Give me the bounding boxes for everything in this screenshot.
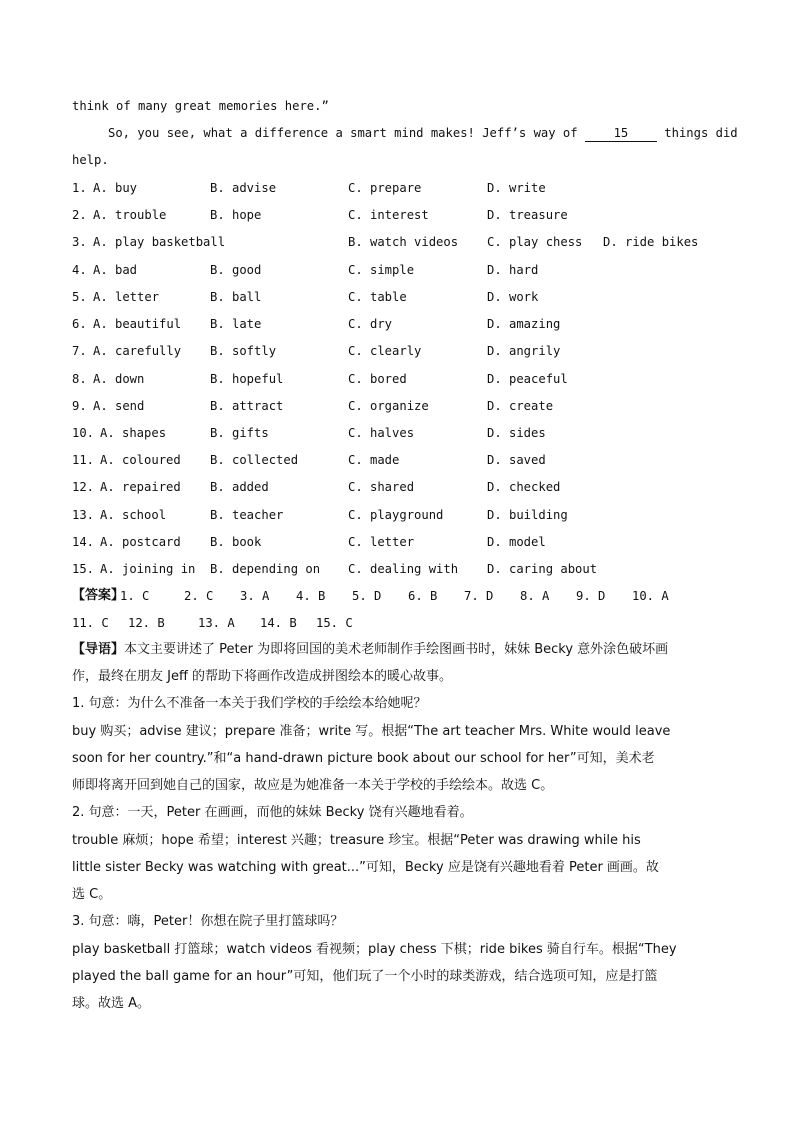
option-c: C. made	[348, 453, 400, 467]
option-d: D. building	[487, 508, 568, 522]
question-number: 10.	[72, 426, 95, 440]
option-b: B. attract	[210, 399, 284, 413]
option-b: B. ball	[210, 290, 262, 304]
answer-row	[72, 588, 669, 604]
option-d: D. saved	[487, 453, 546, 467]
option-d: D. angrily	[487, 344, 561, 358]
option-d: D. sides	[487, 426, 546, 440]
option-a: A. letter	[93, 290, 160, 304]
question-number: 6.	[72, 317, 87, 331]
option-c: C. organize	[348, 399, 429, 413]
explanation-line: buy 购买；advise 建议；prepare 准备；write 写。根据“The art teacher Mrs. White would leave	[72, 724, 671, 739]
question-number: 15.	[72, 562, 95, 576]
option-d: D. treasure	[487, 208, 568, 222]
question-number: 14.	[72, 535, 95, 549]
option-d: D. create	[487, 399, 554, 413]
answer-item: 7. D	[464, 589, 494, 603]
passage-line: help.	[72, 153, 109, 167]
option-b: B. hope	[210, 208, 262, 222]
explanation-title: 3. 句意：嗨，Peter！你想在院子里打篮球吗？	[72, 914, 344, 929]
option-a: A. shapes	[100, 426, 167, 440]
option-d: C. play chess	[487, 235, 583, 249]
option-d: D. hard	[487, 263, 539, 277]
answer-row	[72, 615, 353, 631]
answer-item: 3. A	[240, 589, 270, 603]
option-d: D. work	[487, 290, 539, 304]
option-d: D. peaceful	[487, 372, 568, 386]
answer-item: 10. A	[632, 589, 669, 603]
option-c: C. dealing with	[348, 562, 459, 576]
explanation-line: 选 C。	[72, 887, 112, 902]
option-c: B. watch videos	[348, 235, 459, 249]
answer-item: 13. A	[198, 616, 235, 630]
option-a: A. joining in	[100, 562, 196, 576]
question-number: 5.	[72, 290, 87, 304]
answer-item: 14. B	[260, 616, 297, 630]
explanation-title: 1. 句意：为什么不准备一本关于我们学校的手绘绘本给她呢？	[72, 696, 427, 711]
answer-item: 1. C	[120, 589, 150, 603]
option-a: A. postcard	[100, 535, 181, 549]
option-c: C. simple	[348, 263, 415, 277]
option-b: B. teacher	[210, 508, 284, 522]
answer-item: 8. A	[520, 589, 550, 603]
option-b: B. softly	[210, 344, 277, 358]
answer-item: 5. D	[352, 589, 382, 603]
guide-text: 本文主要讲述了 Peter 为即将回国的美术老师制作手绘图画书时，妹妹 Becky 意外涂色破坏画	[124, 642, 669, 657]
answer-item: 6. B	[408, 589, 438, 603]
guide-line: 作，最终在朋友 Jeff 的帮助下将画作改造成拼图绘本的暖心故事。	[72, 669, 453, 684]
option-c: C. shared	[348, 480, 415, 494]
answer-item: 9. D	[576, 589, 606, 603]
explanation-line: 球。故选 A。	[72, 996, 151, 1011]
question-number: 1.	[72, 181, 87, 195]
question-number: 11.	[72, 453, 95, 467]
answer-item: 12. B	[128, 616, 165, 630]
option-c: C. table	[348, 290, 407, 304]
answer-item: 4. B	[296, 589, 326, 603]
explanation-line: soon for her country.”和“a hand-drawn picture book about our school for her”可知，美术老	[72, 751, 655, 766]
option-e: D. ride bikes	[603, 235, 699, 249]
answer-item: 15. C	[316, 616, 353, 630]
option-a: A. trouble	[93, 208, 167, 222]
option-a: A. beautiful	[93, 317, 182, 331]
option-d: D. caring about	[487, 562, 598, 576]
option-b: B. late	[210, 317, 262, 331]
passage-line: think of many great memories here.”	[72, 99, 329, 113]
option-c: C. interest	[348, 208, 429, 222]
option-c: C. bored	[348, 372, 407, 386]
option-b: B. added	[210, 480, 269, 494]
option-a: A. send	[93, 399, 145, 413]
option-a: A. bad	[93, 263, 138, 277]
option-d: D. amazing	[487, 317, 561, 331]
option-d: D. model	[487, 535, 546, 549]
question-number: 9.	[72, 399, 87, 413]
option-b: B. gifts	[210, 426, 269, 440]
question-number: 3.	[72, 235, 87, 249]
answer-item: 11. C	[72, 616, 109, 630]
answer-item: 2. C	[184, 589, 214, 603]
question-number: 12.	[72, 480, 95, 494]
explanation-title: 2. 句意：一天，Peter 在画画，而他的妹妹 Becky 饶有兴趣地看着。	[72, 805, 473, 820]
option-d: D. write	[487, 181, 546, 195]
guide-label: 【导语】	[72, 642, 125, 657]
option-a: A. carefully	[93, 344, 182, 358]
option-a: A. buy	[93, 181, 138, 195]
question-number: 4.	[72, 263, 87, 277]
passage-line	[108, 125, 738, 142]
passage-text: things did	[656, 126, 738, 140]
option-b: B. book	[210, 535, 262, 549]
option-d: D. checked	[487, 480, 561, 494]
option-c: C. halves	[348, 426, 415, 440]
option-b: B. hopeful	[210, 372, 284, 386]
explanation-line: little sister Becky was watching with great...”可知，Becky 应是饶有兴趣地看着 Peter 画画。故	[72, 860, 659, 875]
option-b: B. depending on	[210, 562, 321, 576]
option-b: B. advise	[210, 181, 277, 195]
guide-line	[72, 642, 668, 658]
option-b: B. collected	[210, 453, 299, 467]
question-number: 8.	[72, 372, 87, 386]
option-a: A. coloured	[100, 453, 181, 467]
option-a: A. repaired	[100, 480, 181, 494]
option-c: C. clearly	[348, 344, 422, 358]
question-number: 2.	[72, 208, 87, 222]
question-number: 7.	[72, 344, 87, 358]
answer-blank: 15	[585, 125, 657, 142]
explanation-line: played the ball game for an hour”可知，他们玩了一个小时的球类游戏，结合选项可知，应是打篮	[72, 969, 658, 984]
explanation-line: play basketball 打篮球；watch videos 看视频；play chess 下棋；ride bikes 骑自行车。根据“They	[72, 942, 677, 957]
explanation-line: 师即将离开回到她自己的国家，故应是为她准备一本关于学校的手绘绘本。故选 C。	[72, 778, 554, 793]
passage-text: So, you see, what a difference a smart mind makes! Jeff’s way of	[108, 126, 585, 140]
option-c: C. playground	[348, 508, 444, 522]
option-a: A. school	[100, 508, 167, 522]
answer-label: 【答案】	[72, 588, 125, 603]
option-a: A. play basketball	[93, 235, 226, 249]
option-c: C. dry	[348, 317, 393, 331]
option-c: C. letter	[348, 535, 415, 549]
option-c: C. prepare	[348, 181, 422, 195]
explanation-line: trouble 麻烦；hope 希望；interest 兴趣；treasure 珍宝。根据“Peter was drawing while his	[72, 833, 641, 848]
option-a: A. down	[93, 372, 145, 386]
question-number: 13.	[72, 508, 95, 522]
option-b: B. good	[210, 263, 262, 277]
